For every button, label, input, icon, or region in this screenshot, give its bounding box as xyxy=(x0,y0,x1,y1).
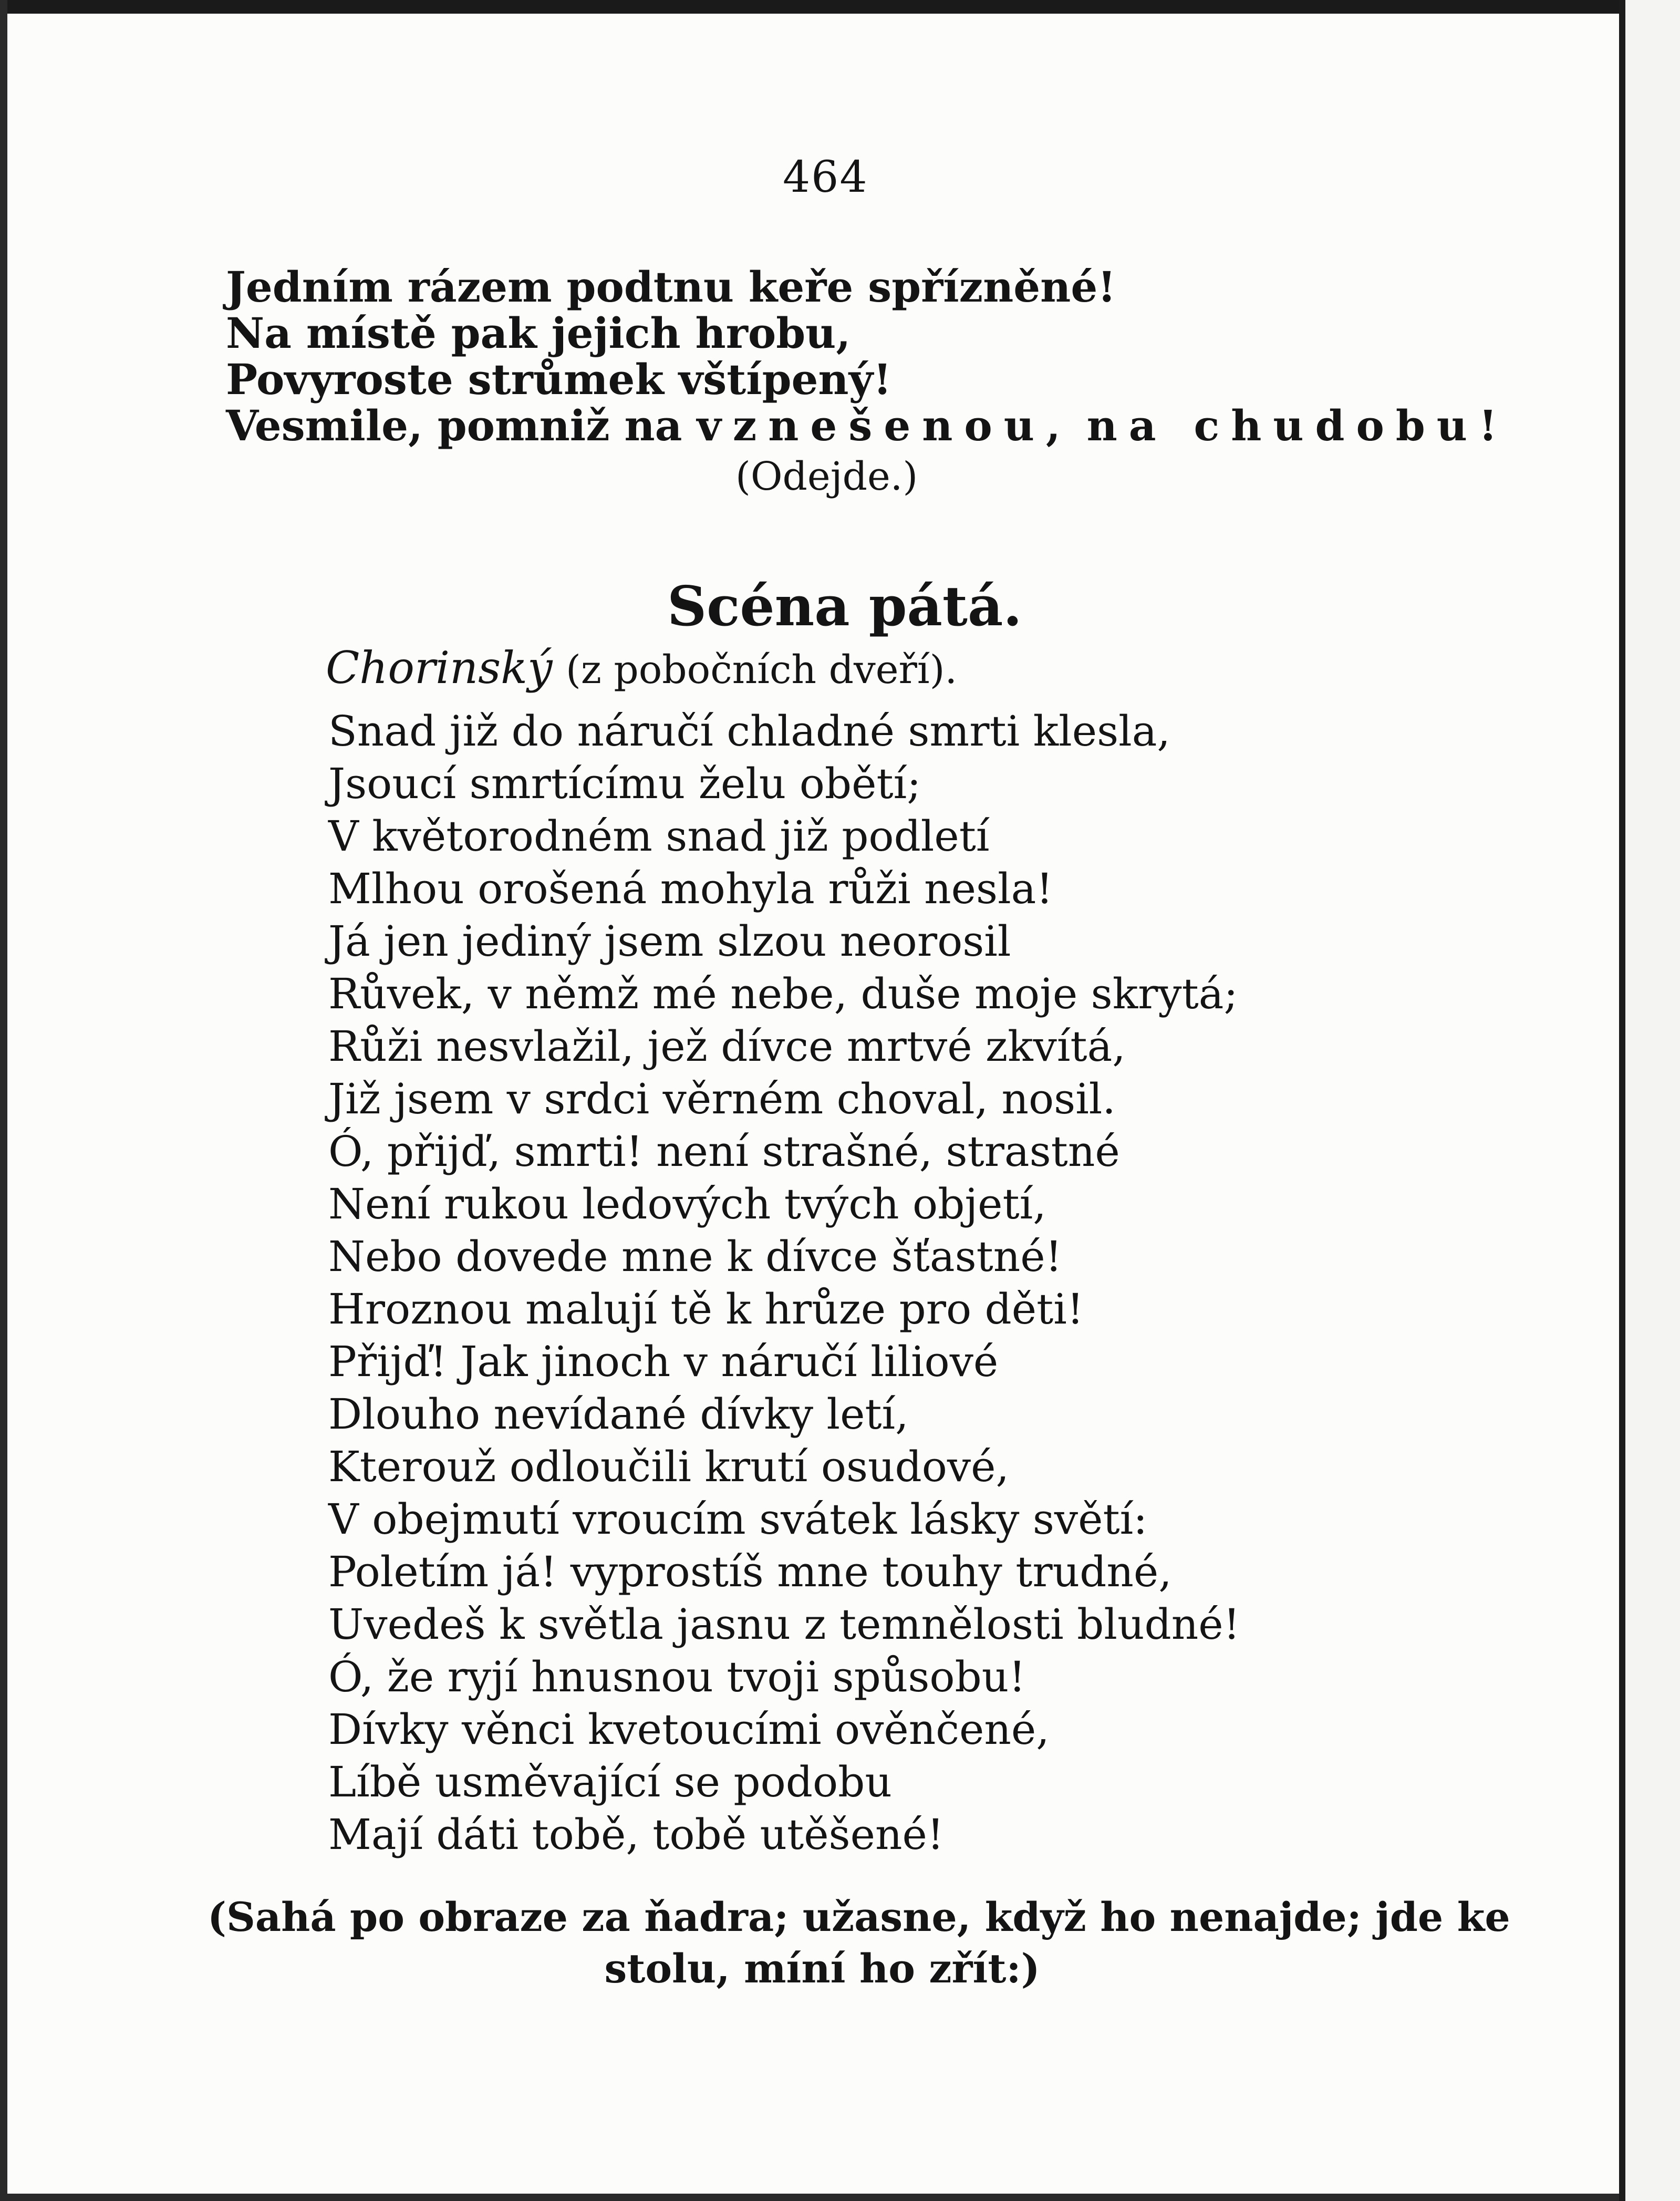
speaker-line xyxy=(326,642,957,694)
scan-border-left xyxy=(0,0,7,2201)
monologue-line: V květorodném snad již podletí xyxy=(328,812,990,861)
monologue-line: Já jen jediný jsem slzou neorosil xyxy=(328,917,1011,966)
monologue-line: Není rukou ledových tvých objetí, xyxy=(328,1180,1046,1228)
scan-border-top xyxy=(0,0,1680,14)
monologue-line: Uvedeš k světla jasnu z temnělosti bludné! xyxy=(328,1600,1240,1649)
stage-direction: (Odejde.) xyxy=(735,454,918,499)
monologue-line: Ó, přijď, smrti! není strašné, strastné xyxy=(328,1127,1120,1176)
emphasized-word: vznešenou, xyxy=(697,401,1072,450)
verse-line: Na místě pak jejich hrobu, xyxy=(226,308,851,358)
verse-line: Jedním rázem podtnu keře spřízněné! xyxy=(226,262,1116,312)
speaker-name: Chorinský xyxy=(326,642,553,694)
emphasized-word: na chudobu! xyxy=(1086,401,1509,450)
speaker-direction: (z pobočních dveří). xyxy=(565,647,957,693)
scene-title: Scéna pátá. xyxy=(667,574,1022,638)
scan-border-right xyxy=(1619,0,1680,2201)
closing-line: stolu, míní ho zřít:) xyxy=(604,1945,1040,1992)
page-number: 464 xyxy=(783,152,868,202)
monologue-line: Dlouho nevídané dívky letí, xyxy=(328,1390,909,1439)
monologue-line: Růvek, v němž mé nebe, duše moje skrytá; xyxy=(328,969,1238,1018)
monologue-line: Hroznou malují tě k hrůze pro děti! xyxy=(328,1285,1084,1334)
closing-line: (Sahá po obraze za ňadra; užasne, když ho nenajde; jde ke xyxy=(208,1894,1510,1940)
monologue-line: Růži nesvlažil, jež dívce mrtvé zkvítá, xyxy=(328,1022,1126,1071)
monologue-line: Ó, že ryjí hnusnou tvoji spůsobu! xyxy=(328,1652,1026,1701)
verse-line-final xyxy=(226,400,1509,451)
monologue-line: Líbě usměvající se podobu xyxy=(328,1758,892,1806)
monologue-line: Přijď! Jak jinoch v náručí liliové xyxy=(328,1337,999,1386)
monologue-line: Mlhou orošená mohyla růži nesla! xyxy=(328,864,1053,913)
monologue-line: Již jsem v srdci věrném choval, nosil. xyxy=(328,1074,1116,1123)
monologue-line: V obejmutí vroucím svátek lásky světí: xyxy=(328,1495,1148,1544)
verse-line: Povyroste strůmek vštípený! xyxy=(226,355,892,404)
monologue-line: Snad již do náručí chladné smrti klesla, xyxy=(328,707,1170,756)
monologue-line: Jsoucí smrtícímu želu obětí; xyxy=(328,759,921,808)
verse-prefix: Vesmile, pomniž na xyxy=(226,401,697,450)
scan-border-bottom xyxy=(0,2194,1619,2201)
monologue-line: Dívky věnci kvetoucími ověnčené, xyxy=(328,1705,1050,1754)
closing-stage-direction xyxy=(208,1892,1510,1995)
verse-gap xyxy=(1072,401,1087,450)
monologue-line: Nebo dovede mne k dívce šťastné! xyxy=(328,1232,1062,1281)
monologue-line: Kterouž odloučili krutí osudové, xyxy=(328,1442,1009,1491)
monologue-line: Poletím já! vyprostíš mne touhy trudné, xyxy=(328,1547,1172,1596)
monologue-line: Mají dáti tobě, tobě utěšené! xyxy=(328,1810,944,1859)
